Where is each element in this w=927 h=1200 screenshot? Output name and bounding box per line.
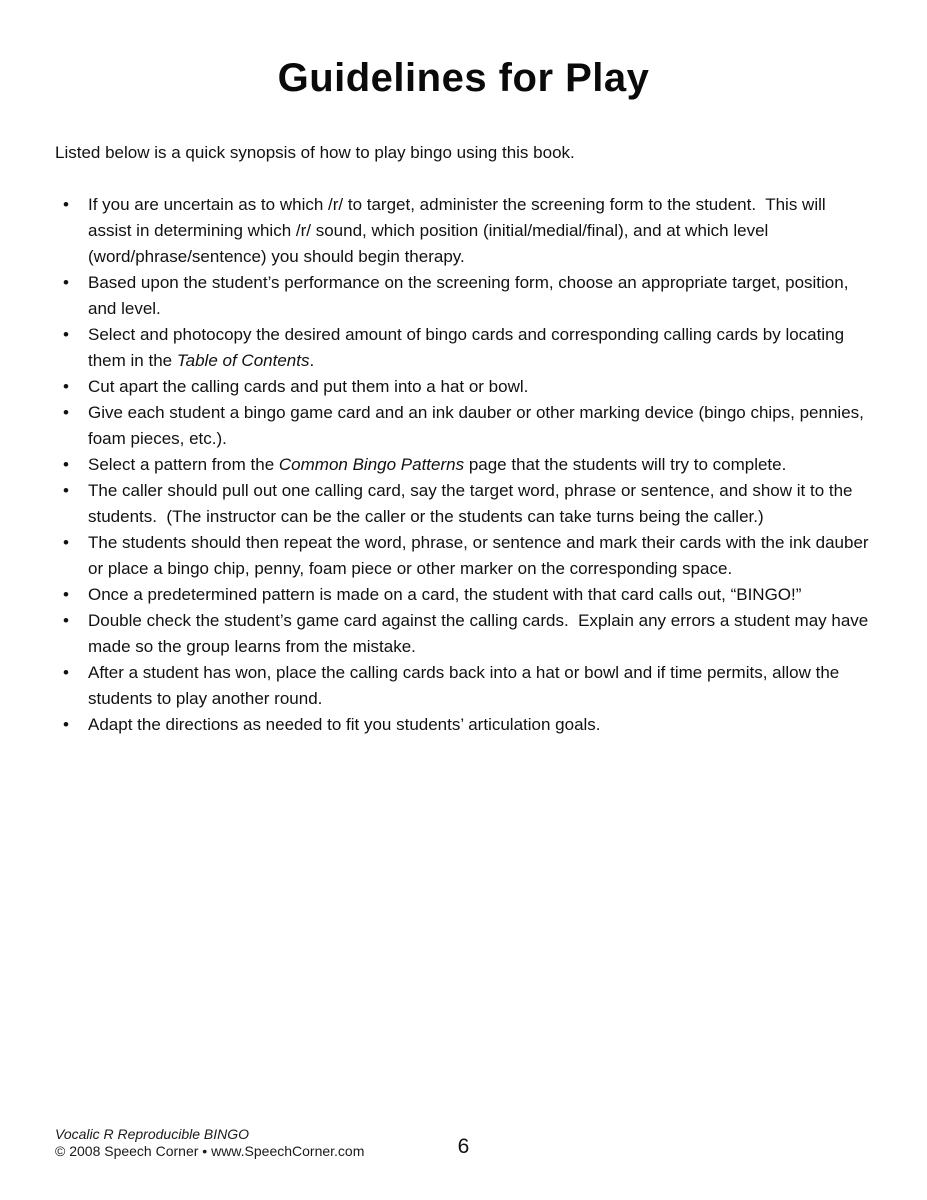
guideline-text: If you are uncertain as to which /r/ to target, administer the screening form to the student. This will assist in determining which /r/ sound, which position (initial/medial/final), and at which level (word/phrase/sentence) you should begin therapy. <box>88 195 831 266</box>
guideline-text: After a student has won, place the calling cards back into a hat or bowl and if time permits, allow the students to play another round. <box>88 663 844 708</box>
page-title: Guidelines for Play <box>277 56 650 100</box>
page-number: 6 <box>457 1135 470 1158</box>
intro-text: Listed below is a quick synopsis of how to play bingo using this book. <box>55 143 575 162</box>
guideline-item <box>57 374 872 400</box>
guideline-text: Select a pattern from the <box>88 455 279 474</box>
guideline-item <box>57 660 872 712</box>
guideline-text: Once a predetermined pattern is made on a card, the student with that card calls out, “BINGO!” <box>88 585 802 604</box>
guideline-item <box>57 712 872 738</box>
guideline-text: Adapt the directions as needed to fit you students’ articulation goals. <box>88 715 601 734</box>
guideline-text: The students should then repeat the word, phrase, or sentence and mark their cards with the ink dauber or place a bingo chip, penny, foam piece or other marker on the corresponding space. <box>88 533 874 578</box>
guideline-item <box>57 608 872 660</box>
guideline-text: page that the students will try to complete. <box>464 455 787 474</box>
guideline-text: Cut apart the calling cards and put them into a hat or bowl. <box>88 377 529 396</box>
guideline-text: Based upon the student’s performance on the screening form, choose an appropriate target, position, and level. <box>88 273 854 318</box>
guideline-item <box>57 478 872 530</box>
footer-book-title: Vocalic R Reproducible BINGO <box>55 1126 250 1142</box>
guidelines-list <box>57 192 872 738</box>
guideline-item <box>57 270 872 322</box>
guideline-item <box>57 530 872 582</box>
guideline-text: Select and photocopy the desired amount of bingo cards and corresponding calling cards by locating them in the <box>88 325 849 370</box>
guideline-text: Double check the student’s game card against the calling cards. Explain any errors a student may have made so the group learns from the mistake. <box>88 611 873 656</box>
footer-copyright: © 2008 Speech Corner • www.SpeechCorner.com <box>55 1143 365 1159</box>
guideline-item <box>57 582 872 608</box>
guideline-text: Give each student a bingo game card and an ink dauber or other marking device (bingo chips, pennies, foam pieces, etc.). <box>88 403 869 448</box>
guideline-item <box>57 452 872 478</box>
guideline-item <box>57 192 872 270</box>
guideline-text: . <box>309 351 315 370</box>
guideline-text-italic: Table of Contents <box>176 351 310 370</box>
guideline-item <box>57 322 872 374</box>
guideline-text-italic: Common Bingo Patterns <box>278 455 465 474</box>
guideline-text: The caller should pull out one calling card, say the target word, phrase or sentence, and show it to the students. (The instructor can be the caller or the students can take turns being the caller.) <box>88 481 858 526</box>
guideline-item <box>57 400 872 452</box>
